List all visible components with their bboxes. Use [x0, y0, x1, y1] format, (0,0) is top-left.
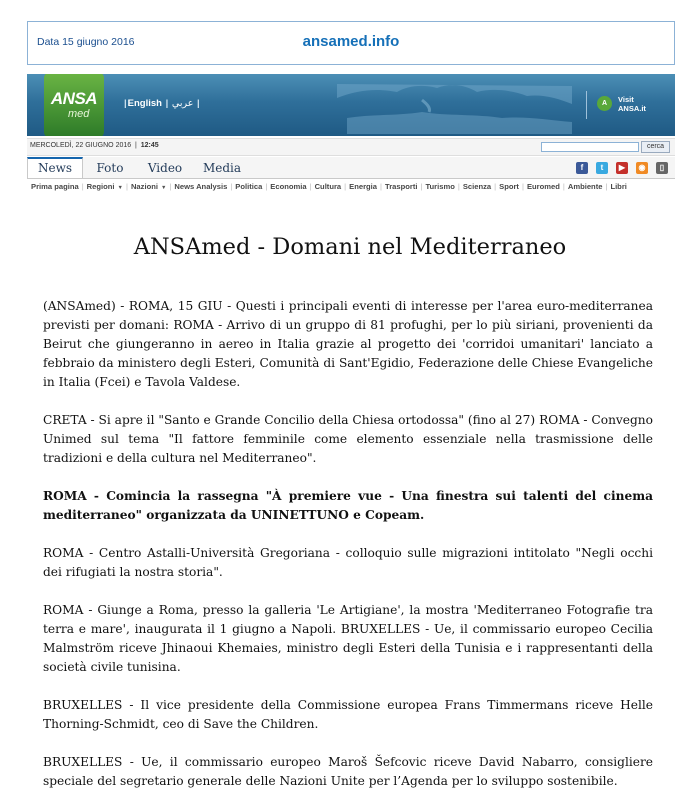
nav-politica[interactable]: Politica — [235, 182, 263, 191]
section-nav: Prima pagina | Regioni ▼ | Nazioni ▼ | News Analysis | Politica | Economia | Cultura | Energia | Trasporti | Turismo | Scienza | Sport | Euromed | Ambiente | Libri — [31, 182, 627, 191]
mobile-icon[interactable]: ▯ — [656, 162, 668, 174]
chevron-down-icon: ▼ — [117, 185, 123, 191]
current-date: MERCOLEDÌ, 22 GIUGNO 2016 | 12:45 — [30, 142, 159, 149]
article-title: ANSAmed - Domani nel Mediterraneo — [133, 234, 567, 260]
youtube-icon[interactable]: ▶ — [616, 162, 628, 174]
nav-sport[interactable]: Sport — [499, 182, 519, 191]
tab-video[interactable]: Video — [147, 161, 183, 175]
visit-line1: Visit — [618, 95, 634, 104]
search-button[interactable]: cerca — [641, 141, 670, 153]
nav-nazioni[interactable]: Nazioni ▼ — [130, 182, 167, 191]
ansamed-logo[interactable] — [44, 74, 104, 136]
chevron-down-icon: ▼ — [160, 185, 167, 191]
tab-media[interactable]: Media — [202, 161, 242, 175]
nav-turismo[interactable]: Turismo — [425, 182, 455, 191]
tab-foto[interactable]: Foto — [96, 161, 124, 175]
nav-regioni[interactable]: Regioni ▼ — [86, 182, 123, 191]
nav-prima-pagina[interactable]: Prima pagina — [31, 182, 79, 191]
main-tabs — [27, 157, 675, 179]
facebook-icon[interactable]: f — [576, 162, 588, 174]
logo-main-text: ANSA — [50, 89, 98, 108]
nav-euromed[interactable]: Euromed — [526, 182, 560, 191]
article-paragraph: BRUXELLES - Il vice presidente della Commissione europea Frans Timmermans riceve Helle Thorning-Schmidt, ceo di Save the Children. — [43, 698, 653, 731]
visit-ansa-link[interactable] — [586, 91, 646, 119]
language-switcher: |English | عربي | — [124, 98, 200, 109]
site-link[interactable]: ansamed.info — [302, 33, 400, 50]
article-paragraph: (ANSAmed) - ROMA, 15 GIU - Questi i principali eventi di interesse per l'area euro-mediterranea previsti per domani: ROMA - Arrivo di un gruppo di 81 profughi, per lo più siriani, provenienti da Beirut che giungeranno in aereo in Italia grazie al progetto dei 'corridoi umanitari' lanciato a febbraio da ministero degli Esteri, Comunità di Sant'Egidio, Federazione delle Chiese Evangeliche in Italia (Fcei) e Tavola Valdese. — [43, 299, 653, 389]
twitter-icon[interactable]: t — [596, 162, 608, 174]
logo-sub-text: med — [68, 108, 90, 120]
tab-news[interactable]: News — [27, 157, 83, 178]
nav-economia[interactable]: Economia — [270, 182, 307, 191]
nav-energia[interactable]: Energia — [349, 182, 377, 191]
rss-icon[interactable]: ◉ — [636, 162, 648, 174]
search-input[interactable] — [541, 142, 639, 152]
nav-trasporti[interactable]: Trasporti — [384, 182, 418, 191]
nav-news-analysis[interactable]: News Analysis — [174, 182, 228, 191]
nav-scienza[interactable]: Scienza — [462, 182, 492, 191]
visit-line2: ANSA.it — [618, 104, 646, 113]
mediterranean-map-graphic — [327, 78, 577, 134]
article-paragraph: ROMA - Centro Astalli-Università Gregoriana - colloquio sulle migrazioni intitolato "Negli occhi dei rifugiati la nostra storia". — [43, 546, 653, 579]
lang-arabic-link[interactable]: عربي — [171, 98, 194, 109]
lang-english-link[interactable]: English — [127, 98, 162, 109]
nav-ambiente[interactable]: Ambiente — [567, 182, 603, 191]
article-body — [43, 297, 653, 810]
article-paragraph: ROMA - Giunge a Roma, presso la galleria 'Le Artigiane', la mostra 'Mediterraneo Fotografie tra terra e mare', inaugurata il 1 giugno a Napoli. BRUXELLES - Ue, il commissario europeo Cecilia Malmström riceve Jhinaoui Khemaies, ministro degli Esteri della Tunisia e i rappresentanti della società civile tunisina. — [43, 603, 653, 674]
date-search-bar — [27, 138, 675, 156]
nav-cultura[interactable]: Cultura — [314, 182, 342, 191]
edition-date: Data 15 giugno 2016 — [37, 36, 135, 48]
article-paragraph: ROMA - Comincia la rassegna "À premiere vue - Una finestra sui talenti del cinema mediterraneo" organizzata da UNINETTUNO e Copeam. — [43, 489, 653, 522]
nav-libri[interactable]: Libri — [610, 182, 627, 191]
article-paragraph: CRETA - Si apre il "Santo e Grande Concilio della Chiesa ortodossa" (fino al 27) ROMA - Convegno Unimed sul tema "Il fattore femminile come elemento essenziale nella trasmissione delle tradizioni e della cultura nel Mediterraneo". — [43, 413, 653, 465]
header-box — [27, 21, 675, 65]
site-banner — [27, 74, 675, 136]
ansa-badge-icon: A — [597, 96, 612, 111]
article-paragraph: BRUXELLES - Ue, il commissario europeo Maroš Šefcovic riceve David Nabarro, consigliere speciale del segretario generale delle Nazioni Unite per l’Agenda per lo sviluppo sostenibile. — [43, 755, 653, 788]
